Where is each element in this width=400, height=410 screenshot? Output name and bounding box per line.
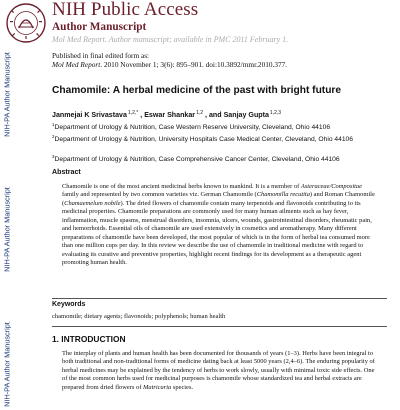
introduction-body: The interplay of plants and human health has been documented for thousands of years (1–3). Herbs have been integral to both traditional and non-traditional forms of medicine dating back at least 5000 years (2,4–6). The enduring popularity of herbal medicines may be explained by the tendency of herbs to work slowly, usually with minimal toxic side effects. One of the most common herbs used for medicinal purposes is chamomile whose standardized tea and herbal extracts are prepared from dried flowers of Matricaria species. — [62, 350, 375, 391]
side-label: NIH-PA Author Manuscript — [2, 322, 12, 407]
author-name: Eswar Shankar — [144, 111, 196, 119]
author-name: Sanjay Gupta — [223, 111, 269, 119]
source-line: Mol Med Report. Author manuscript; available in PMC 2011 February 1. — [52, 35, 289, 44]
divider — [52, 326, 387, 327]
author-list — [52, 110, 283, 119]
side-label: NIH-PA Author Manuscript — [2, 187, 12, 272]
citation-details: . 2010 November 1; 3(6): 895–901. doi:10.3892/mmr.2010.377. — [100, 60, 288, 69]
affiliation — [52, 121, 392, 133]
side-label: NIH-PA Author Manuscript — [2, 52, 12, 137]
abstract-heading: Abstract — [52, 168, 81, 176]
author-separator: , and — [205, 111, 222, 119]
affiliation-text: Department of Urology & Nutrition, Case Comprehensive Cancer Center, Cleveland, Ohio 44106 — [54, 156, 340, 163]
affiliation — [52, 133, 392, 145]
author-affiliation-marker: 1,2,* — [127, 110, 139, 116]
author-name: Janmejai K Srivastava — [52, 111, 127, 119]
author-separator: , — [140, 111, 143, 119]
journal-name: Mol Med Report — [52, 60, 101, 69]
author-manuscript-label: Author Manuscript — [52, 21, 147, 33]
author-affiliation-marker: 1,2,3 — [269, 110, 282, 116]
publication-info — [52, 51, 287, 69]
keywords-list: chamomile; dietary agents; flavonoids; polyphenols; human health — [52, 313, 226, 320]
affiliation-text: Department of Urology & Nutrition, Case Western Reserve University, Cleveland, Ohio 44106 — [54, 124, 331, 131]
keywords-heading: Keywords — [52, 301, 86, 308]
nih-seal-logo — [6, 3, 46, 43]
affiliation-marker: 2 — [52, 134, 55, 139]
nih-public-access-title: NIH Public Access — [52, 0, 199, 20]
affiliation-marker: 1 — [52, 122, 55, 127]
citation — [52, 60, 287, 69]
article-title: Chamomile: A herbal medicine of the past with bright future — [52, 85, 342, 96]
affiliation-marker: 3 — [52, 154, 55, 159]
affiliation — [52, 153, 392, 165]
divider — [52, 298, 387, 299]
published-line: Published in final edited form as: — [52, 51, 150, 60]
abstract-body: Chamomile is one of the most ancient medicinal herbs known to mankind. It is a member of Asteraceae/Compositae family and represented by two common varieties viz. German Chamomile (Chamomilla recutita) and Roman Chamomile (Chamaemelum nobile). The dried flowers of chamomile contain many terpenoids and flavonoids contributing to its medicinal properties. Chamomile preparations are commonly used for many human ailments such as hay fever, inflammation, muscle spasms, menstrual disorders, insomnia, ulcers, wounds, gastrointestinal disorders, rheumatic pain, and hemorrhoids. Essential oils of chamomile are used extensively in cosmetics and aromatherapy. Many different preparations of chamomile have been developed, the most popular of which is in the form of herbal tea consumed more than one million cups per day. In this review we describe the use of chamomile in traditional medicine with regard to evaluating its curative and preventive properties, highlight recent findings for its development as a therapeutic agent promoting human health. — [62, 183, 375, 267]
author-affiliation-marker: 1,2 — [196, 110, 204, 116]
affiliation-text: Department of Urology & Nutrition, University Hospitals Case Medical Center, Cleveland, Ohio 44106 — [54, 136, 353, 143]
introduction-heading: 1. INTRODUCTION — [52, 334, 126, 344]
